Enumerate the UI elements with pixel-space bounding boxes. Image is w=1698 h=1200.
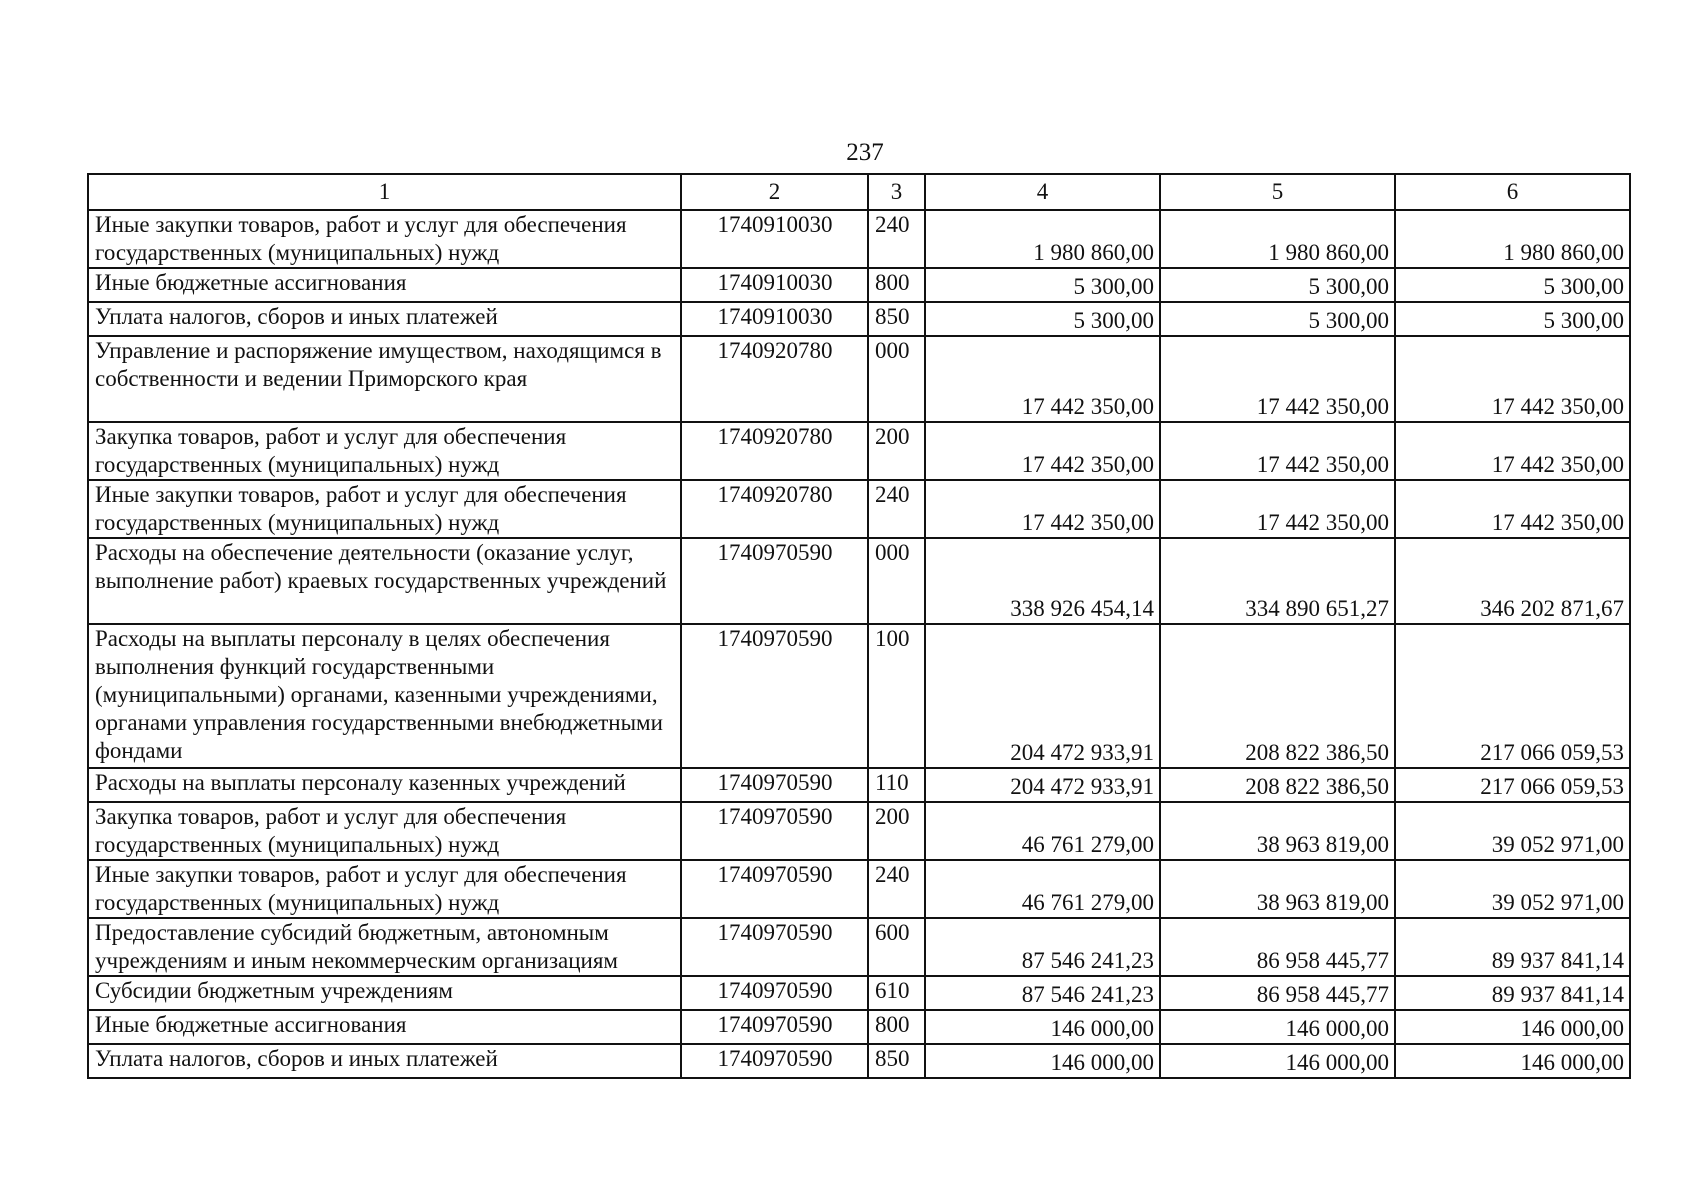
table-row	[88, 422, 1630, 480]
row-expense-type: 800	[868, 268, 925, 302]
row-amount-col5: 334 890 651,27	[1160, 538, 1395, 624]
row-name: Расходы на выплаты персоналу в целях обеспечения выполнения функций государственными (муниципальными) органами, казенными учреждениями, органами управления государственными внебюджетными фондами	[88, 624, 681, 768]
row-code: 1740920780	[681, 336, 868, 422]
table-row	[88, 1044, 1630, 1078]
row-amount-col4: 1 980 860,00	[925, 210, 1160, 268]
table-row	[88, 768, 1630, 802]
row-amount-col6: 89 937 841,14	[1395, 918, 1630, 976]
row-expense-type: 110	[868, 768, 925, 802]
row-code: 1740970590	[681, 538, 868, 624]
row-name: Иные закупки товаров, работ и услуг для обеспечения государственных (муниципальных) нужд	[88, 860, 681, 918]
row-amount-col6: 17 442 350,00	[1395, 422, 1630, 480]
row-expense-type: 200	[868, 422, 925, 480]
row-code: 1740970590	[681, 860, 868, 918]
row-amount-col5: 146 000,00	[1160, 1044, 1395, 1078]
row-amount-col6: 89 937 841,14	[1395, 976, 1630, 1010]
row-code: 1740920780	[681, 422, 868, 480]
row-amount-col4: 17 442 350,00	[925, 422, 1160, 480]
column-number-1: 1	[88, 174, 681, 210]
row-code: 1740970590	[681, 1010, 868, 1044]
row-code: 1740910030	[681, 302, 868, 336]
row-expense-type: 240	[868, 480, 925, 538]
column-number-6: 6	[1395, 174, 1630, 210]
row-amount-col4: 146 000,00	[925, 1044, 1160, 1078]
column-number-row	[88, 174, 1630, 210]
row-amount-col4: 17 442 350,00	[925, 336, 1160, 422]
table-row	[88, 210, 1630, 268]
row-amount-col5: 5 300,00	[1160, 302, 1395, 336]
row-amount-col4: 87 546 241,23	[925, 976, 1160, 1010]
row-name: Управление и распоряжение имуществом, находящимся в собственности и ведении Приморского края	[88, 336, 681, 422]
row-amount-col5: 5 300,00	[1160, 268, 1395, 302]
table-row	[88, 538, 1630, 624]
row-amount-col4: 5 300,00	[925, 302, 1160, 336]
row-name: Закупка товаров, работ и услуг для обеспечения государственных (муниципальных) нужд	[88, 422, 681, 480]
row-amount-col5: 38 963 819,00	[1160, 860, 1395, 918]
row-amount-col5: 17 442 350,00	[1160, 336, 1395, 422]
table-row	[88, 918, 1630, 976]
table-row	[88, 336, 1630, 422]
row-amount-col6: 39 052 971,00	[1395, 802, 1630, 860]
row-code: 1740910030	[681, 268, 868, 302]
row-amount-col5: 208 822 386,50	[1160, 768, 1395, 802]
row-expense-type: 200	[868, 802, 925, 860]
row-amount-col6: 146 000,00	[1395, 1010, 1630, 1044]
row-code: 1740970590	[681, 624, 868, 768]
row-amount-col6: 5 300,00	[1395, 302, 1630, 336]
row-expense-type: 800	[868, 1010, 925, 1044]
row-amount-col4: 5 300,00	[925, 268, 1160, 302]
row-code: 1740920780	[681, 480, 868, 538]
row-code: 1740970590	[681, 802, 868, 860]
row-amount-col6: 1 980 860,00	[1395, 210, 1630, 268]
row-name: Уплата налогов, сборов и иных платежей	[88, 302, 681, 336]
row-amount-col5: 208 822 386,50	[1160, 624, 1395, 768]
row-code: 1740910030	[681, 210, 868, 268]
row-amount-col6: 146 000,00	[1395, 1044, 1630, 1078]
table-row	[88, 860, 1630, 918]
row-name: Иные закупки товаров, работ и услуг для обеспечения государственных (муниципальных) нужд	[88, 210, 681, 268]
row-name: Субсидии бюджетным учреждениям	[88, 976, 681, 1010]
row-name: Иные закупки товаров, работ и услуг для обеспечения государственных (муниципальных) нужд	[88, 480, 681, 538]
row-expense-type: 240	[868, 210, 925, 268]
column-number-3: 3	[868, 174, 925, 210]
row-amount-col5: 146 000,00	[1160, 1010, 1395, 1044]
row-code: 1740970590	[681, 976, 868, 1010]
row-amount-col5: 38 963 819,00	[1160, 802, 1395, 860]
row-amount-col4: 338 926 454,14	[925, 538, 1160, 624]
row-amount-col5: 17 442 350,00	[1160, 422, 1395, 480]
row-amount-col4: 146 000,00	[925, 1010, 1160, 1044]
table-row	[88, 268, 1630, 302]
row-name: Закупка товаров, работ и услуг для обеспечения государственных (муниципальных) нужд	[88, 802, 681, 860]
row-amount-col4: 17 442 350,00	[925, 480, 1160, 538]
row-name: Иные бюджетные ассигнования	[88, 268, 681, 302]
row-amount-col6: 5 300,00	[1395, 268, 1630, 302]
column-number-4: 4	[925, 174, 1160, 210]
row-amount-col6: 17 442 350,00	[1395, 480, 1630, 538]
row-code: 1740970590	[681, 1044, 868, 1078]
table-row	[88, 624, 1630, 768]
row-name: Предоставление субсидий бюджетным, автономным учреждениям и иным некоммерческим организациям	[88, 918, 681, 976]
row-name: Уплата налогов, сборов и иных платежей	[88, 1044, 681, 1078]
row-expense-type: 610	[868, 976, 925, 1010]
row-name: Расходы на выплаты персоналу казенных учреждений	[88, 768, 681, 802]
row-amount-col5: 1 980 860,00	[1160, 210, 1395, 268]
row-amount-col5: 86 958 445,77	[1160, 918, 1395, 976]
row-amount-col6: 217 066 059,53	[1395, 624, 1630, 768]
row-expense-type: 100	[868, 624, 925, 768]
budget-table	[87, 173, 1631, 1079]
column-number-2: 2	[681, 174, 868, 210]
row-amount-col4: 204 472 933,91	[925, 768, 1160, 802]
row-name: Иные бюджетные ассигнования	[88, 1010, 681, 1044]
row-amount-col5: 17 442 350,00	[1160, 480, 1395, 538]
table-row	[88, 480, 1630, 538]
row-amount-col6: 39 052 971,00	[1395, 860, 1630, 918]
row-expense-type: 000	[868, 538, 925, 624]
row-amount-col4: 87 546 241,23	[925, 918, 1160, 976]
page-number: 237	[846, 139, 884, 166]
row-amount-col4: 204 472 933,91	[925, 624, 1160, 768]
table-row	[88, 1010, 1630, 1044]
table-row	[88, 802, 1630, 860]
row-amount-col6: 17 442 350,00	[1395, 336, 1630, 422]
row-expense-type: 000	[868, 336, 925, 422]
row-name: Расходы на обеспечение деятельности (оказание услуг, выполнение работ) краевых государственных учреждений	[88, 538, 681, 624]
row-code: 1740970590	[681, 768, 868, 802]
row-amount-col6: 346 202 871,67	[1395, 538, 1630, 624]
row-amount-col4: 46 761 279,00	[925, 860, 1160, 918]
row-code: 1740970590	[681, 918, 868, 976]
table-body	[88, 174, 1630, 1078]
row-expense-type: 850	[868, 1044, 925, 1078]
table-row	[88, 976, 1630, 1010]
row-amount-col6: 217 066 059,53	[1395, 768, 1630, 802]
row-expense-type: 600	[868, 918, 925, 976]
column-number-5: 5	[1160, 174, 1395, 210]
table-row	[88, 302, 1630, 336]
row-amount-col5: 86 958 445,77	[1160, 976, 1395, 1010]
row-expense-type: 240	[868, 860, 925, 918]
row-amount-col4: 46 761 279,00	[925, 802, 1160, 860]
row-expense-type: 850	[868, 302, 925, 336]
